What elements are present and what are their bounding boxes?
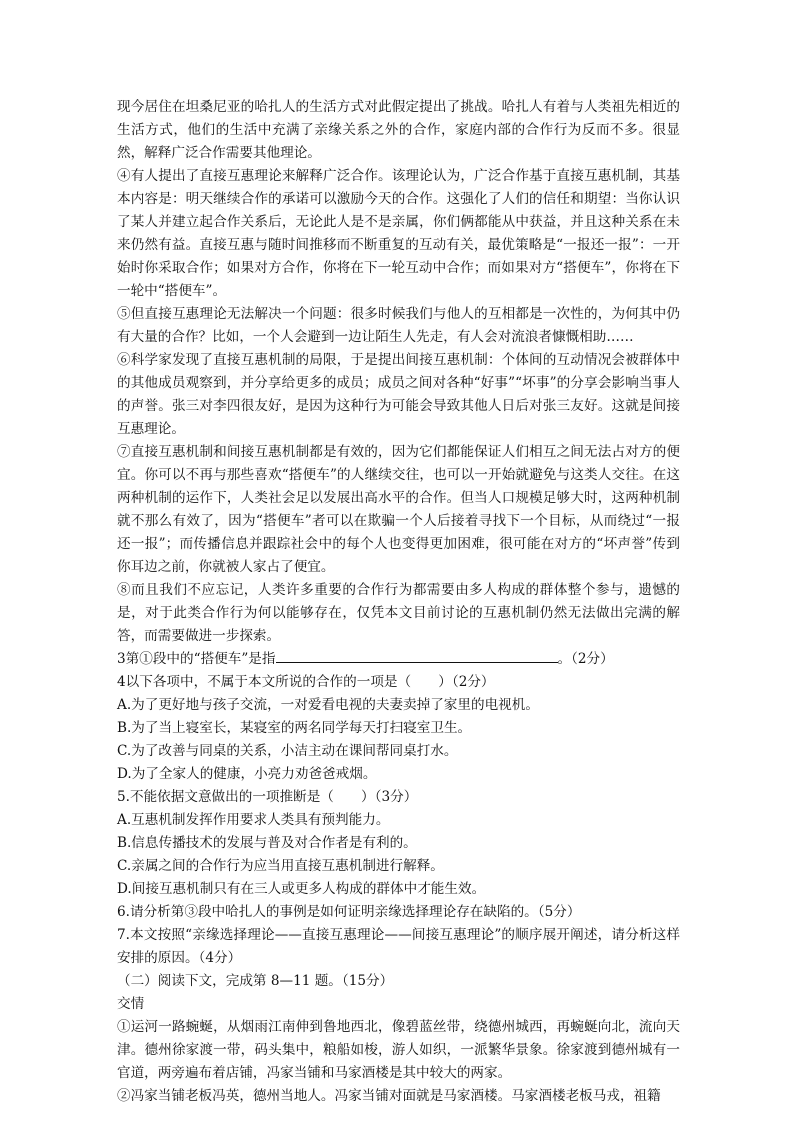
section-2-paragraph-2: ②冯家当铺老板冯英，德州当地人。冯家当铺对面就是马家酒楼。马家酒楼老板马戎，祖籍 — [117, 1088, 661, 1104]
question-3-prefix: 3第①段中的“搭便车”是指 — [117, 651, 276, 667]
section-2-paragraph-1: ①运河一路蜿蜒，从烟雨江南伸到鲁地西北，像碧蓝丝带，绕德州城西，再蜿蜒向北，流向天津。德州徐家渡一带，码头集中，粮船如梭，游人如织，一派繁华景象。徐家渡到德州城有一官道，两旁遍布着店铺，冯家当铺和马家酒楼是其中较大的两家。 — [117, 1019, 680, 1081]
question-4-option-c: C.为了改善与同桌的关系，小洁主动在课间帮同桌打水。 — [117, 743, 458, 759]
paragraph-4: ④有人提出了直接互惠理论来解释广泛合作。该理论认为，广泛合作基于直接互惠机制，其基本内容是：明天继续合作的承诺可以激励今天的合作。这强化了人们的信任和期望：当你认识了某人并建立起合作关系后，无论此人是不是亲属，你们俩都能从中获益，并且这种关系在未来仍然有益。直接互惠与随时间推移而不断重复的互动有关，最优策略是“一报还一报”：一开始时你采取合作；如果对方合作，你将在下一轮互动中合作；而如果对方“搭便车”，你将在下一轮中“搭便车”。 — [117, 168, 680, 299]
question-6: 6.请分析第③段中哈扎人的事例是如何证明亲缘选择理论存在缺陷的。（5分） — [117, 904, 581, 920]
question-4-option-d: D.为了全家人的健康，小亮力劝爸爸戒烟。 — [117, 766, 377, 782]
paragraph-5: ⑤但直接互惠理论无法解决一个问题：很多时候我们与他人的互相都是一次性的，为何其中仍有大量的合作？比如，一个人会避到一边让陌生人先走，有人会对流浪者慷慨相助…… — [117, 306, 680, 345]
section-2-title: 交情 — [117, 996, 145, 1012]
paragraph-7: ⑦直接互惠机制和间接互惠机制都是有效的，因为它们都能保证人们相互之间无法占对方的便宜。你可以不再与那些喜欢“搭便车”的人继续交往，也可以一开始就避免与这类人交往。在这两种机制的运作下，人类社会足以发展出高水平的合作。但当人口规模足够大时，这两种机制就不那么有效了，因为“搭便车”者可以在欺骗一个人后接着寻找下一个目标，从而绕过“一报还一报”；而传播信息并跟踪社会中的每个人也变得更加困难，很可能在对方的“坏声誉”传到你耳边之前，你就被人家占了便宜。 — [117, 444, 680, 575]
paragraph-3-tail: 现今居住在坦桑尼亚的哈扎人的生活方式对此假定提出了挑战。哈扎人有着与人类祖先相近的生活方式，他们的生活中充满了亲缘关系之外的合作，家庭内部的合作行为反而不多。很显然，解释广泛合作需要其他理论。 — [117, 99, 680, 161]
paragraph-6: ⑥科学家发现了直接互惠机制的局限，于是提出间接互惠机制：个体间的互动情况会被群体中的其他成员观察到，并分享给更多的成员；成员之间对各种“好事”“坏事”的分享会影响当事人的声誉。张三对李四很友好，是因为这种行为可能会导致其他人日后对张三友好。这就是间接互惠理论。 — [117, 352, 680, 437]
question-5-option-d: D.间接互惠机制只有在三人或更多人构成的群体中才能生效。 — [117, 881, 486, 897]
question-7: 7.本文按照“亲缘选择理论——直接互惠理论——间接互惠理论”的顺序展开阐述，请分析这样安排的原因。（4分） — [117, 927, 680, 966]
question-3-suffix: 。（2分） — [557, 651, 614, 667]
document-page — [117, 96, 680, 1108]
paragraph-8: ⑧而且我们不应忘记，人类许多重要的合作行为都需要由多人构成的群体整个参与，遗憾的是，对于此类合作行为何以能够存在，仅凭本文目前讨论的互惠机制仍然无法做出完满的解答，而需要做进一步探索。 — [117, 582, 680, 644]
section-2-header: （二）阅读下文，完成第 8—11 题。（15分） — [117, 973, 394, 989]
question-3 — [117, 648, 680, 671]
answer-blank[interactable] — [276, 648, 558, 663]
question-5-option-b: B.信息传播技术的发展与普及对合作者是有利的。 — [117, 835, 417, 851]
question-5-option-a: A.互惠机制发挥作用要求人类具有预判能力。 — [117, 812, 390, 828]
question-5-stem: 5.不能依据文意做出的一项推断是（ ）（3分） — [117, 789, 418, 805]
question-4-option-b: B.为了当上寝室长，某寝室的两名同学每天打扫寝室卫生。 — [117, 720, 472, 736]
question-4-option-a: A.为了更好地与孩子交流，一对爱看电视的夫妻卖掉了家里的电视机。 — [117, 697, 539, 713]
question-4-stem: 4以下各项中，不属于本文所说的合作的一项是（ ）（2分） — [117, 674, 495, 690]
question-5-option-c: C.亲属之间的合作行为应当用直接互惠机制进行解释。 — [117, 858, 444, 874]
